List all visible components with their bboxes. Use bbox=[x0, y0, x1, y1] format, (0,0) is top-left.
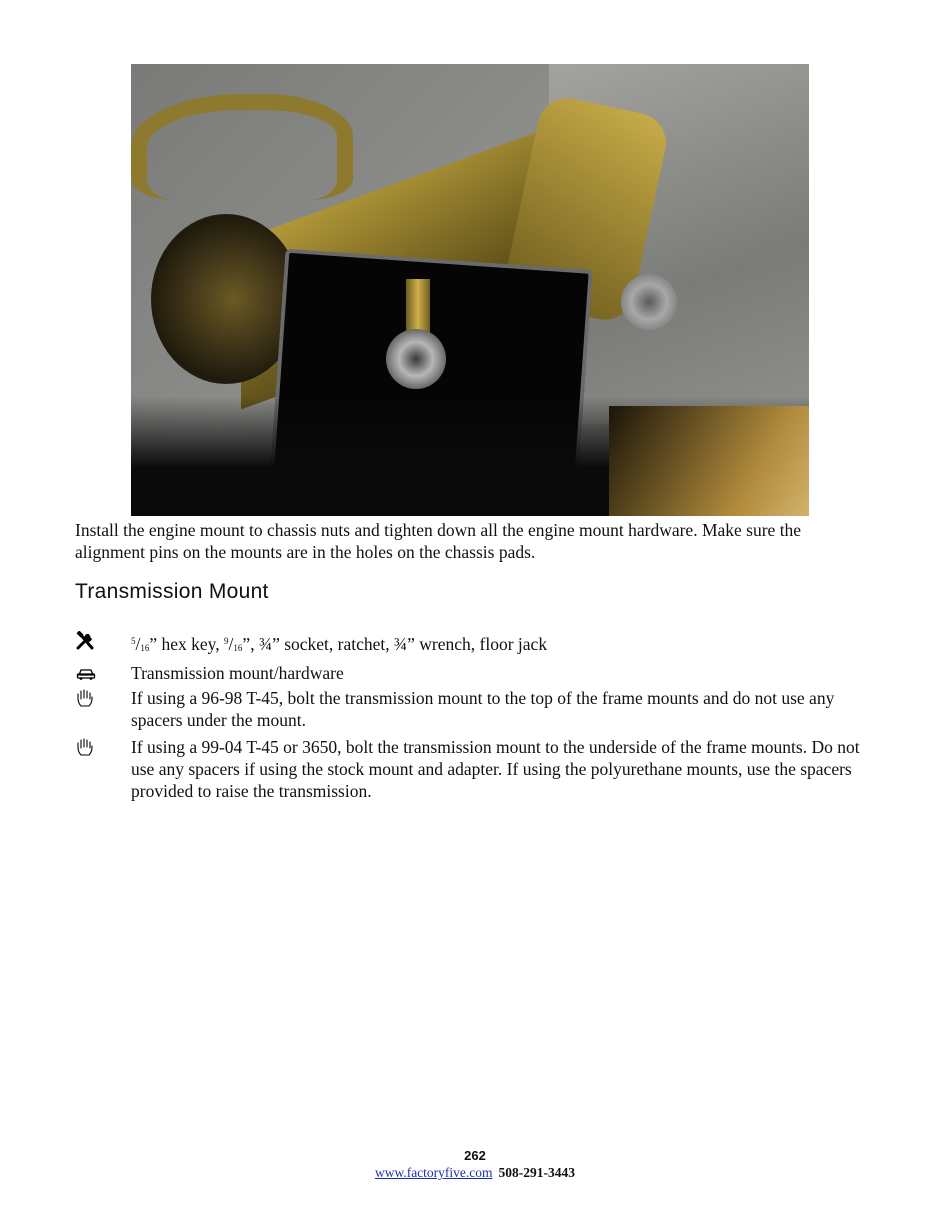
note-text-99-04: If using a 99-04 T-45 or 3650, bolt the transmission mount to the underside of the frame mounts. Do not use any spacers if using the stock mount and adapter. If using the polyurethane mounts, use the spacers provided to raise the transmission. bbox=[131, 737, 860, 801]
tools-icon bbox=[75, 631, 97, 651]
note-text-96-98: If using a 96-98 T-45, bolt the transmission mount to the top of the frame mounts and do not use any spacers under the mount. bbox=[131, 688, 835, 730]
instruction-paragraph: Install the engine mount to chassis nuts and tighten down all the engine mount hardware. Make sure the alignment pins on the mounts are in the holes on the chassis pads. bbox=[75, 520, 802, 562]
car-icon bbox=[75, 663, 97, 683]
hand-icon bbox=[75, 688, 97, 708]
instruction-list bbox=[75, 630, 875, 805]
bolt bbox=[386, 329, 446, 389]
section-title: Transmission Mount bbox=[75, 580, 269, 603]
floor bbox=[609, 406, 809, 516]
page-number: 262 bbox=[464, 1148, 486, 1163]
page-footer bbox=[0, 1148, 950, 1182]
tools-text: $^5$/16” hex key, $^9$/16”, ¾” socket, ratchet, ¾” wrench, floor jack bbox=[131, 634, 548, 654]
note-item-96-98 bbox=[75, 687, 875, 731]
parts-item bbox=[75, 662, 875, 684]
hand-icon bbox=[75, 737, 97, 757]
parts-text: Transmission mount/hardware bbox=[131, 663, 344, 683]
website-link[interactable]: www.factoryfive.com bbox=[374, 1165, 493, 1180]
tools-item bbox=[75, 630, 875, 659]
footer-contact bbox=[0, 1164, 950, 1182]
phone-number: 508-291-3443 bbox=[498, 1165, 576, 1180]
note-item-99-04 bbox=[75, 736, 875, 802]
nut bbox=[621, 274, 677, 330]
engine-mount-photo bbox=[131, 64, 809, 516]
bracket bbox=[131, 94, 353, 200]
